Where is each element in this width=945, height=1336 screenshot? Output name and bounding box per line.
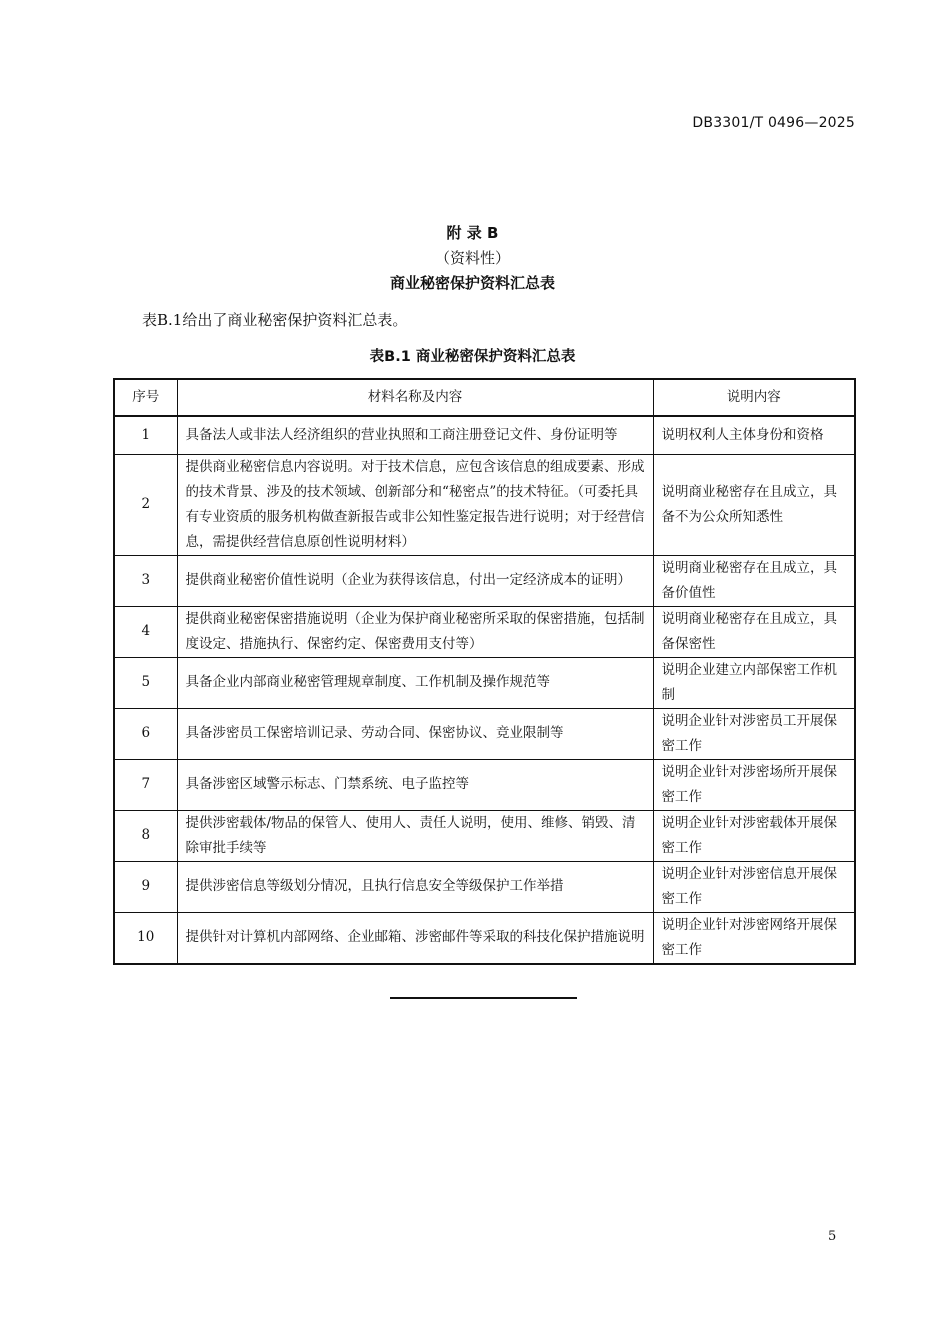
row-no: 8 bbox=[114, 810, 177, 861]
row-no: 2 bbox=[114, 454, 177, 555]
appendix-subject: 商业秘密保护资料汇总表 bbox=[389, 274, 555, 292]
table-row bbox=[114, 861, 855, 912]
header-materials: 材料名称及内容 bbox=[177, 379, 653, 416]
table-row bbox=[114, 606, 855, 657]
table-row bbox=[114, 416, 855, 454]
row-description: 说明商业秘密存在且成立，具备保密性 bbox=[653, 606, 855, 657]
header-description: 说明内容 bbox=[653, 379, 855, 416]
table-row bbox=[114, 555, 855, 606]
row-materials: 具备法人或非法人经济组织的营业执照和工商注册登记文件、身份证明等 bbox=[177, 416, 653, 454]
table-row bbox=[114, 454, 855, 555]
row-no: 9 bbox=[114, 861, 177, 912]
table-caption: 表B.1 商业秘密保护资料汇总表 bbox=[369, 349, 576, 365]
row-materials: 提供涉密载体/物品的保管人、使用人、责任人说明，使用、维修、销毁、清除审批手续等 bbox=[177, 810, 653, 861]
summary-table bbox=[113, 378, 856, 965]
document-code: DB3301/T 0496—2025 bbox=[692, 115, 855, 131]
appendix-nature: （资料性） bbox=[434, 249, 510, 267]
row-no: 6 bbox=[114, 708, 177, 759]
row-no: 4 bbox=[114, 606, 177, 657]
table-row bbox=[114, 657, 855, 708]
page-number: 5 bbox=[828, 1229, 837, 1244]
table-row bbox=[114, 759, 855, 810]
table-row bbox=[114, 912, 855, 964]
row-no: 3 bbox=[114, 555, 177, 606]
end-of-document-rule bbox=[390, 997, 577, 999]
row-no: 7 bbox=[114, 759, 177, 810]
row-materials: 提供商业秘密价值性说明（企业为获得该信息，付出一定经济成本的证明） bbox=[177, 555, 653, 606]
row-no: 5 bbox=[114, 657, 177, 708]
row-description: 说明企业针对涉密员工开展保密工作 bbox=[653, 708, 855, 759]
row-description: 说明企业针对涉密网络开展保密工作 bbox=[653, 912, 855, 964]
row-description: 说明企业针对涉密载体开展保密工作 bbox=[653, 810, 855, 861]
intro-paragraph: 表B.1给出了商业秘密保护资料汇总表。 bbox=[142, 311, 408, 329]
row-materials: 具备涉密区域警示标志、门禁系统、电子监控等 bbox=[177, 759, 653, 810]
table-row bbox=[114, 708, 855, 759]
table-header-row bbox=[114, 379, 855, 416]
header-no: 序号 bbox=[114, 379, 177, 416]
row-materials: 提供商业秘密信息内容说明。对于技术信息，应包含该信息的组成要素、形成的技术背景、涉及的技术领域、创新部分和“秘密点”的技术特征。（可委托具有专业资质的服务机构做查新报告或非公知性鉴定报告进行说明；对于经营信息，需提供经营信息原创性说明材料） bbox=[177, 454, 653, 555]
row-materials: 提供涉密信息等级划分情况，且执行信息安全等级保护工作举措 bbox=[177, 861, 653, 912]
row-description: 说明权利人主体身份和资格 bbox=[653, 416, 855, 454]
table-row bbox=[114, 810, 855, 861]
row-materials: 具备涉密员工保密培训记录、劳动合同、保密协议、竞业限制等 bbox=[177, 708, 653, 759]
row-description: 说明商业秘密存在且成立，具备价值性 bbox=[653, 555, 855, 606]
row-description: 说明企业建立内部保密工作机制 bbox=[653, 657, 855, 708]
row-materials: 提供商业秘密保密措施说明（企业为保护商业秘密所采取的保密措施，包括制度设定、措施执行、保密约定、保密费用支付等） bbox=[177, 606, 653, 657]
row-materials: 具备企业内部商业秘密管理规章制度、工作机制及操作规范等 bbox=[177, 657, 653, 708]
row-materials: 提供针对计算机内部网络、企业邮箱、涉密邮件等采取的科技化保护措施说明 bbox=[177, 912, 653, 964]
row-description: 说明企业针对涉密场所开展保密工作 bbox=[653, 759, 855, 810]
row-description: 说明企业针对涉密信息开展保密工作 bbox=[653, 861, 855, 912]
row-no: 10 bbox=[114, 912, 177, 964]
row-description: 说明商业秘密存在且成立，具备不为公众所知悉性 bbox=[653, 454, 855, 555]
row-no: 1 bbox=[114, 416, 177, 454]
appendix-title: 附 录 B bbox=[446, 224, 499, 242]
